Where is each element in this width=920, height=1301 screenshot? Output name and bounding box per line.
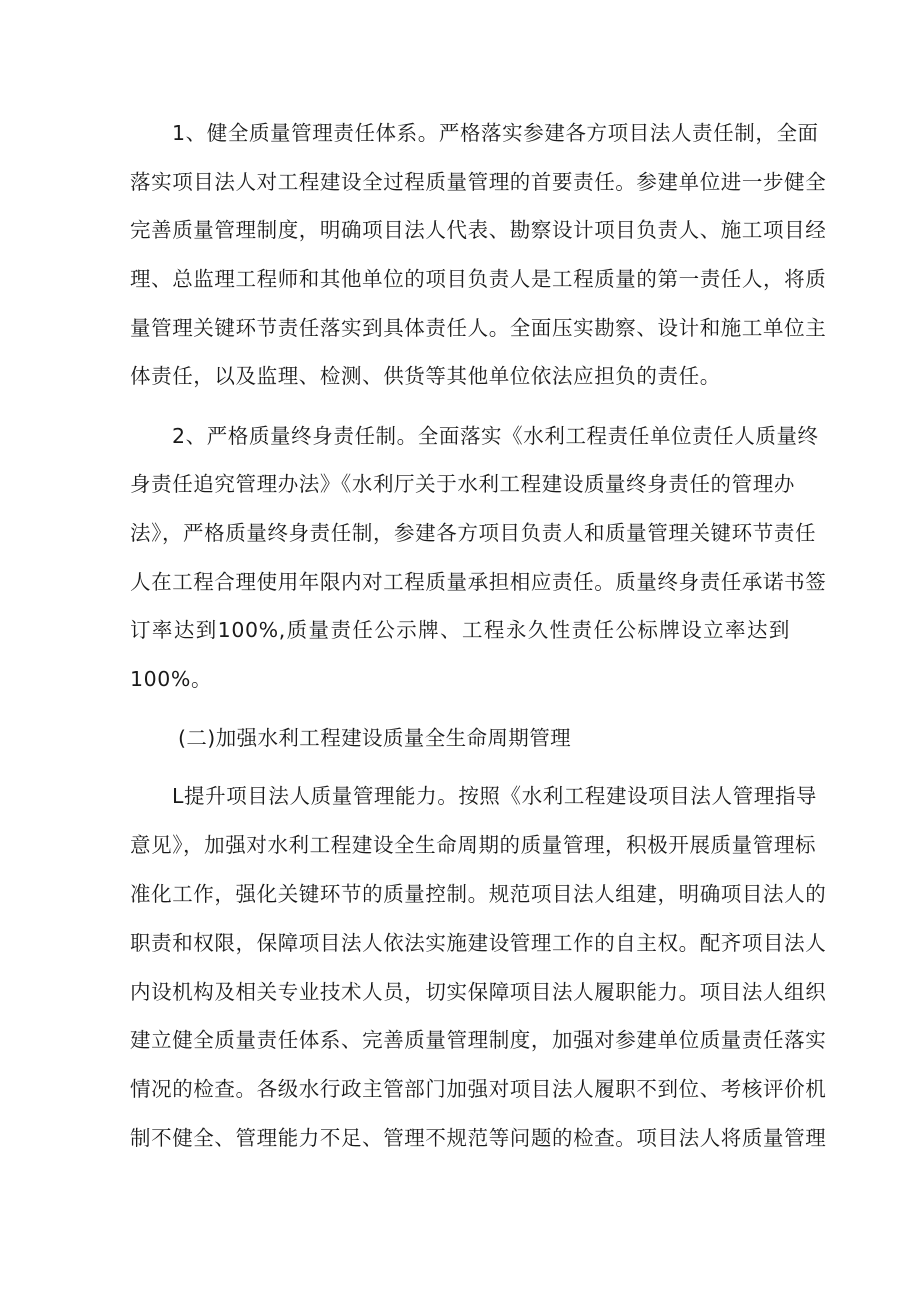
paragraph-1-line-3: 完善质量管理制度，明确项目法人代表、勘察设计项目负责人、施工项目经 bbox=[130, 218, 827, 242]
paragraph-1-line-4: 理、总监理工程师和其他单位的项目负责人是工程质量的第一责任人，将质 bbox=[130, 267, 827, 291]
paragraph-1-line-5: 量管理关键环节责任落实到具体责任人。全面压实勘察、设计和施工单位主 bbox=[130, 316, 827, 340]
paragraph-1-line-1: 1、健全质量管理责任体系。严格落实参建各方项目法人责任制，全面 bbox=[172, 121, 819, 145]
paragraph-2-line-5: 订率达到100%,质量责任公示牌、工程永久性责任公标牌设立率达到 bbox=[130, 618, 790, 642]
paragraph-3-line-5: 内设机构及相关专业技术人员，切实保障项目法人履职能力。项目法人组织 bbox=[130, 980, 827, 1004]
paragraph-3-line-2: 意见》，加强对水利工程建设全生命周期的质量管理，积极开展质量管理标 bbox=[130, 833, 817, 857]
paragraph-3-line-4: 职责和权限，保障项目法人依法实施建设管理工作的自主权。配齐项目法人 bbox=[130, 931, 827, 955]
paragraph-1-line-6: 体责任，以及监理、检测、供货等其他单位依法应担负的责任。 bbox=[130, 364, 721, 388]
paragraph-3-line-8: 制不健全、管理能力不足、管理不规范等问题的检查。项目法人将质量管理 bbox=[130, 1126, 827, 1150]
paragraph-1-line-2: 落实项目法人对工程建设全过程质量管理的首要责任。参建单位进一步健全 bbox=[130, 170, 827, 194]
paragraph-3-line-7: 情况的检查。各级水行政主管部门加强对项目法人履职不到位、考核评价机 bbox=[130, 1077, 827, 1101]
section-heading: (二)加强水利工程建设质量全生命周期管理 bbox=[178, 726, 571, 750]
paragraph-2-line-3: 法》，严格质量终身责任制，参建各方项目负责人和质量管理关键环节责任 bbox=[130, 521, 817, 545]
paragraph-3-line-1: L提升项目法人质量管理能力。按照《水利工程建设项目法人管理指导 bbox=[172, 784, 818, 808]
paragraph-2-line-6: 100%。 bbox=[130, 667, 213, 691]
paragraph-2-line-1: 2、严格质量终身责任制。全面落实《水利工程责任单位责任人质量终 bbox=[172, 424, 819, 448]
paragraph-2-line-2: 身责任追究管理办法》《水利厅关于水利工程建设质量终身责任的管理办 bbox=[130, 472, 795, 496]
paragraph-3-line-3: 准化工作，强化关键环节的质量控制。规范项目法人组建，明确项目法人的 bbox=[130, 882, 827, 906]
paragraph-3-line-6: 建立健全质量责任体系、完善质量管理制度，加强对参建单位质量责任落实 bbox=[130, 1028, 827, 1052]
paragraph-2-line-4: 人在工程合理使用年限内对工程质量承担相应责任。质量终身责任承诺书签 bbox=[130, 570, 827, 594]
